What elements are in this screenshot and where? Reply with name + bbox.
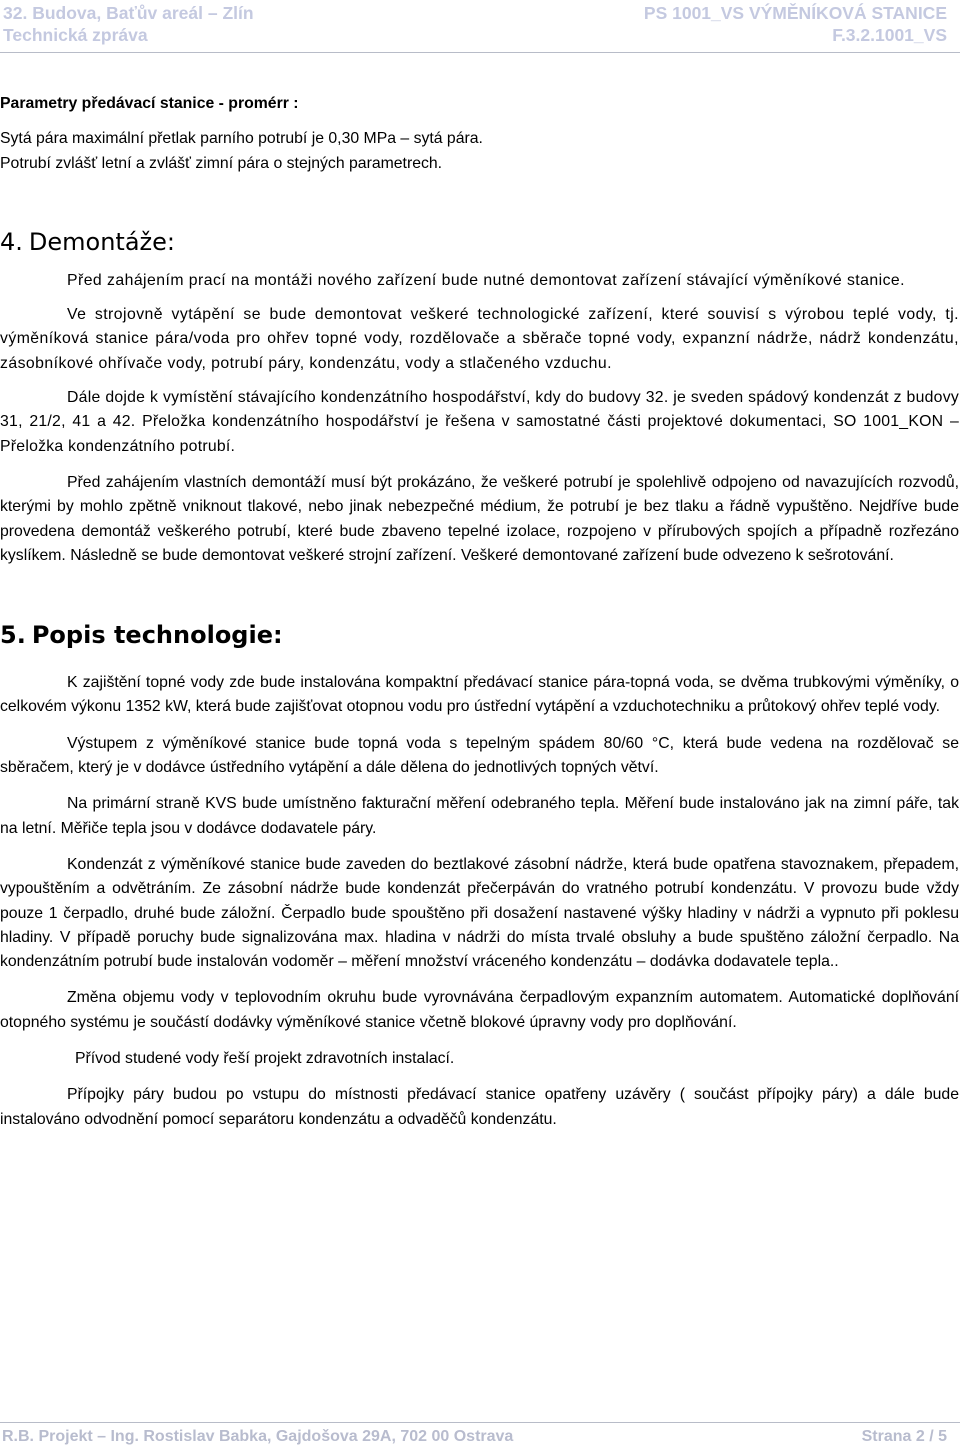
section-5-paragraph-7: Přípojky páry budou po vstupu do místnosti předávací stanice opatřeny uzávěry ( součást přípojky páry) a dále bude instalováno odvodnění pomocí separátoru kondenzátu a odvaděčů kondenzátu.	[0, 1086, 959, 1128]
params-title: Parametry předávací stanice - promérr :	[0, 95, 299, 112]
footer-company: R.B. Projekt – Ing. Rostislav Babka, Gajdošova 29A, 702 00 Ostrava	[2, 1428, 514, 1445]
section-4-paragraph-1: Před zahájením prací na montáži nového zařízení bude nutné demontovat zařízení stávající výměníkové stanice.	[67, 271, 906, 289]
section-4-number: 4.	[0, 227, 23, 256]
header-project-title: 32. Budova, Baťův areál – Zlín	[3, 3, 254, 23]
section-5-paragraph-2: Výstupem z výměníkové stanice bude topná voda s tepelným spádem 80/60 °C, která bude vedena na rozdělovač se sběračem, který je v dodávce ústředního vytápění a dále dělena do jednotlivých topných větví.	[0, 734, 959, 777]
page-footer	[0, 1422, 960, 1451]
section-4-heading	[0, 227, 959, 257]
section-4-paragraph-4: Před zahájením vlastních demontáží musí být prokázáno, že veškeré potrubí je spolehlivě odpojeno od navazujících rozvodů, kterými by mohlo zpětně vniknout tlakové, nebo jinak nebezpečné médium, že potrubí je bez tlaku a řádně vypuštěno. Nejdříve bude provedena demontáž veškerého potrubí, které bude zbaveno tepelné izolace, rozpojeno v přírubových spojích a případně rozřezáno kyslíkem. Následně se bude demontovat veškeré strojní zařízení. Veškeré demontované zařízení bude odvezeno k sešrotování.	[0, 473, 959, 564]
header-right	[644, 2, 947, 46]
section-5-paragraph-1: K zajištění topné vody zde bude instalována kompaktní předávací stanice pára-topná voda, se dvěma trubkovými výměníky, o celkovém výkonu 1352 kW, která bude zajišťovat otopnou vodu pro ústřední vytápění a vzduchotechniku a průtokový ohřev teplé vody.	[0, 674, 959, 716]
section-5-paragraph-3: Na primární straně KVS bude umístněno fakturační měření odebraného tepla. Měření bude instalováno jak na zimní páře, tak na letní. Měřiče tepla jsou v dodávce dodavatele páry.	[0, 795, 959, 837]
params-line-1: Sytá pára maximální přetlak parního potrubí je 0,30 MPa – sytá pára.	[0, 130, 483, 148]
section-5-number: 5.	[0, 621, 26, 650]
section-4-title: Demontáže:	[28, 227, 175, 256]
section-4-paragraph-3: Dále dojde k vymístění stávajícího kondenzátního hospodářství, kdy do budovy 32. je sveden spádový kondenzát z budovy 31, 21/2, 41 a 42. Přeložka kondenzátního hospodářství je řešena v samostatné části projektové dokumentaci, SO 1001_KON – Přeložka kondenzátního potrubí.	[0, 389, 959, 455]
section-4-paragraph-2: Ve strojovně vytápění se bude demontovat veškeré technologické zařízení, které souvisí s výrobou teplé vody, tj. výměníková stanice pára/voda pro ohřev topné vody, rozdělovače a sběrače topné vody, expanzní nádrže, nádrž kondenzátu, zásobníkové ohřívače vody, potrubí páry, kondenzátu, vody a stlačeného vzduchu.	[0, 306, 959, 372]
footer-divider	[0, 1422, 960, 1423]
section-5-paragraph-4: Kondenzát z výměníkové stanice bude zaveden do beztlakové zásobní nádrže, která bude opatřena stavoznakem, přepadem, vypouštěním a odvětráním. Ze zásobní nádrže bude kondenzát přečerpáván do vratného potrubí kondenzátu. V provozu bude vždy pouze 1 čerpadlo, druhé bude záložní. Čerpadlo bude spouštěno při dosažení nastavené výšky hladiny v nádrži a vypnuto při poklesu hladiny. V případě poruchy bude signalizována max. hladina v nádrži do místa trvalé obsluhy a bude spuštěno záložní čerpadlo. Na kondenzátním potrubí bude instalován vodoměr – měření množství vráceného kondenzátu – dodávka dodavatele tepla..	[0, 855, 959, 971]
section-5-paragraph-5: Změna objemu vody v teplovodním okruhu bude vyrovnávána čerpadlovým expanzním automatem. Automatické doplňování otopného systému je součástí dodávky výměníkové stanice včetně blokové úpravny vody pro doplňování.	[0, 989, 959, 1031]
section-5-title: Popis technologie:	[31, 621, 283, 650]
header-section-title: PS 1001_VS VÝMĚNÍKOVÁ STANICE	[643, 3, 947, 23]
header-document-type: Technická zpráva	[3, 25, 148, 45]
params-line-2: Potrubí zvlášť letní a zvlášť zimní pára o stejných parametrech.	[0, 154, 443, 172]
header-left	[3, 2, 254, 46]
header-divider	[0, 52, 960, 53]
page-header	[0, 0, 960, 46]
section-5-heading	[0, 620, 959, 650]
header-document-code: F.3.2.1001_VS	[832, 25, 947, 45]
footer-page-number: Strana 2 / 5	[861, 1428, 947, 1445]
section-5-paragraph-6: Přívod studené vody řeší projekt zdravotních instalací.	[75, 1050, 455, 1068]
document-body	[0, 92, 959, 1132]
